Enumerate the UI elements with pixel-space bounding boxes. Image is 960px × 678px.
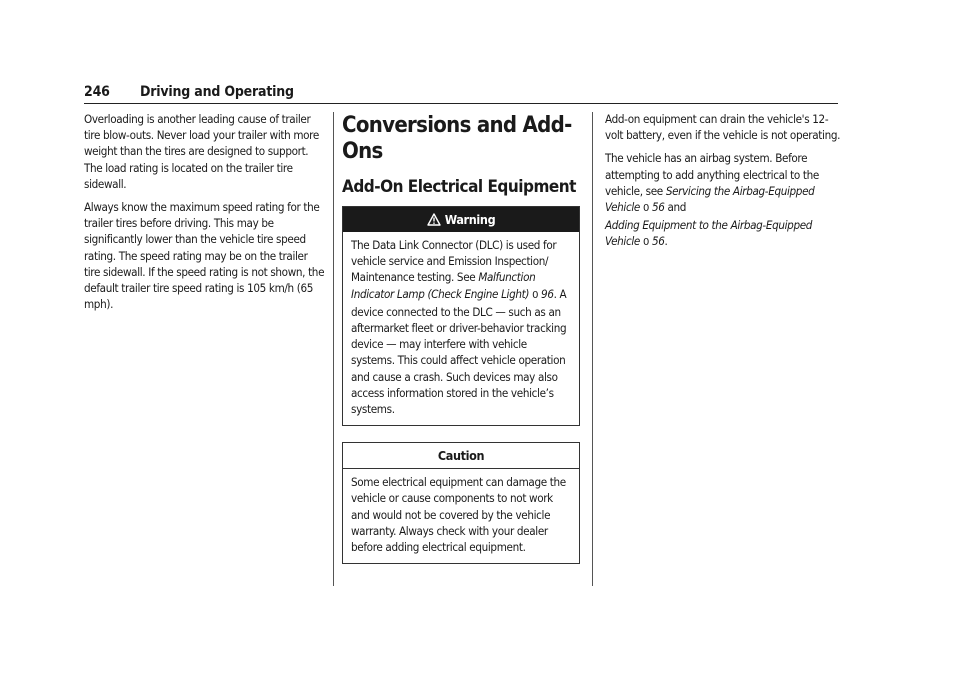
warning-box (342, 206, 580, 426)
airbag-intro: The vehicle has an airbag system. Before attempting to add anything electrical to the vehicle, see (605, 151, 819, 198)
page-ref-icon: 0 (642, 203, 649, 215)
warning-page-ref[interactable]: 96 (541, 286, 554, 301)
paragraph-airbag (605, 150, 841, 251)
column-divider-left (333, 112, 334, 586)
column-middle (342, 111, 580, 580)
caution-body: Some electrical equipment can damage the vehicle or cause components to not work and would not be covered by the vehicle warranty. Always check with your dealer before adding electrical equipment. (351, 475, 566, 555)
caution-box (342, 442, 580, 564)
page-ref-icon: 0 (532, 289, 539, 301)
warning-icon (427, 209, 441, 234)
column-divider-right (592, 112, 593, 586)
warning-text-end: . A device connected to the DLC — such as an aftermarket fleet or driver-behavior tracking device — may interfere with vehicle systems. This could affect vehicle operation and cause a crash. Such devices may also access information stored in the vehicle’s systems. (351, 286, 567, 417)
paragraph-speed-rating: Always know the maximum speed rating for the trailer tires before driving. This may be significantly lower than the vehicle tire speed rating. The speed rating may be on the trailer tire sidewall. If the speed rating is not shown, the default trailer tire speed rating is 105 km/h (65 mph). (84, 200, 325, 312)
page-ref-icon: 0 (642, 237, 649, 249)
column-right (605, 111, 841, 259)
sentence-end: . (664, 234, 668, 249)
warning-link-mil[interactable]: Malfunction Indicator Lamp (Check Engine Light) (351, 270, 536, 301)
header-rule (84, 103, 838, 104)
link-adding-equipment[interactable]: Adding Equipment to the Airbag-Equipped Vehicle (605, 218, 813, 249)
column-left (84, 111, 326, 319)
page-ref-servicing[interactable]: 56 (651, 200, 665, 215)
warning-header (343, 207, 579, 232)
page-header (84, 84, 838, 102)
section-subtitle: Add-On Electrical Equipment (342, 177, 576, 197)
warning-text-start: The Data Link Connector (DLC) is used for vehicle service and Emission Inspection/ Maintenance testing. See (351, 238, 557, 285)
page-title: Conversions and Add-Ons (342, 113, 572, 164)
paragraph-battery: Add-on equipment can drain the vehicle's 12-volt battery, even if the vehicle is not operating. (605, 112, 841, 143)
page-number: 246 (84, 84, 110, 100)
caution-header: Caution (343, 443, 579, 469)
link-servicing-airbag[interactable]: Servicing the Airbag-Equipped Vehicle (605, 183, 815, 215)
section-title: Driving and Operating (140, 84, 294, 100)
page-ref-adding[interactable]: 56 (651, 234, 665, 249)
warning-body (343, 232, 579, 425)
and-text: and (667, 200, 687, 215)
paragraph-overloading: Overloading is another leading cause of trailer tire blow-outs. Never load your trailer with more weight than the tires are designed to support. The load rating is located on the trailer tire sidewall. (84, 112, 319, 191)
warning-label: Warning (444, 212, 496, 227)
